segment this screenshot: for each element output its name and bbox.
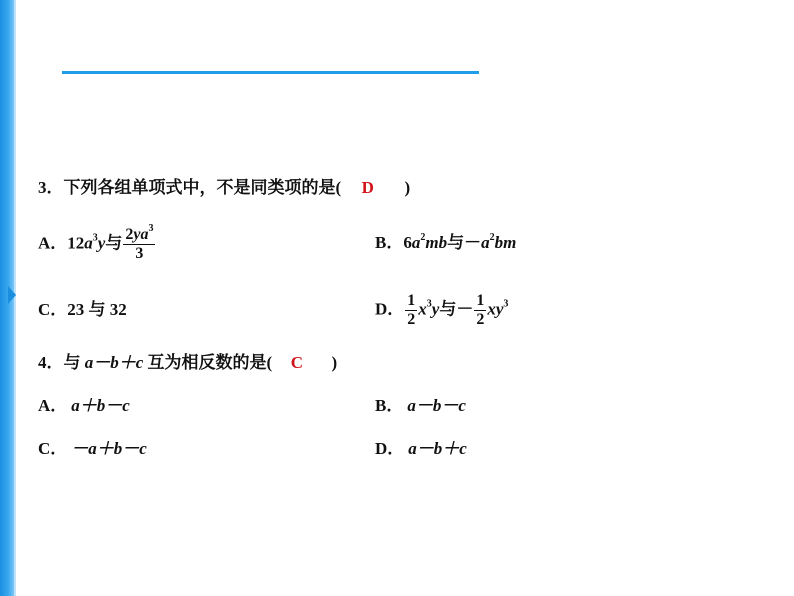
q4-option-b: B． a－b－c [375,396,466,415]
q3-d-fraction-1: $\frac{1}{2}$ [407,292,416,328]
q3-d-fraction-2: $\frac{1}{2}$ [476,292,485,328]
q4-stem-post: 互为相反数的是( [147,353,273,372]
q3-option-b: B．$6a^2mb$与$-a^2bm$ [375,232,517,252]
q3-stem-line [38,177,410,199]
q3-stem: 3．下列各组单项式中，不是同类项的是( [38,178,342,197]
left-notch-marker [8,286,16,304]
q4-close-paren: ) [331,353,338,372]
q4-stem-pre: 4．与 [38,353,81,372]
q4-option-c: C． －a＋b－c [38,439,147,458]
q3-option-d: D． $\frac{1}{2}$ $x^3y$与－ $\frac{1}{2}$ $xy^3$ [375,292,509,328]
q4-option-a: A． a＋b－c [38,396,130,415]
header-rule [62,71,479,74]
q3-answer: D [361,178,374,197]
q4-stem-line [38,352,337,374]
q4-answer: C [290,353,303,372]
q3-option-c: C．23 与 32 [38,300,127,319]
q3-close-paren: ) [404,178,411,197]
q4-expr: a－b＋c [84,353,144,372]
q3-a-fraction: $\frac{2ya^3}{3}$ [125,223,154,262]
q4-option-d: D． a－b＋c [375,439,467,458]
q3-option-a: A．$12a^3y$与 $\frac{2ya^3}{3}$ [38,223,154,262]
